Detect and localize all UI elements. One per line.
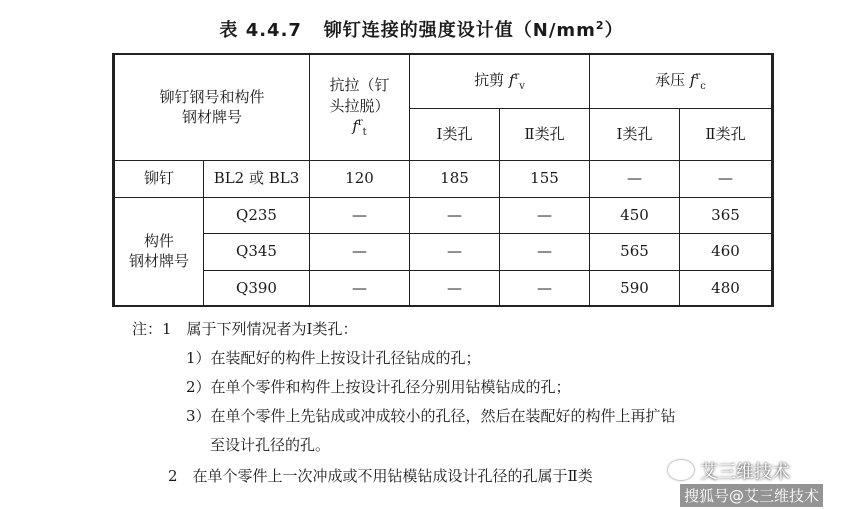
- table-cell: —: [590, 160, 680, 197]
- table-title: [0, 16, 843, 42]
- header-tension-line1: 抗拉（钉: [329, 76, 390, 95]
- table-cell: 480: [680, 270, 773, 306]
- header-member-line1: 铆钉钢号和构件: [159, 88, 265, 106]
- grade-cell: Q345: [204, 233, 310, 270]
- table-cell: —: [500, 233, 590, 270]
- table-cell: 155: [500, 160, 590, 197]
- grade-cell: Q390: [204, 270, 310, 306]
- table-number: 表 4.4.7: [219, 20, 302, 41]
- header-shear: [410, 54, 590, 108]
- table-row-q235: [114, 197, 773, 233]
- table-row-q390: [114, 270, 773, 306]
- table-cell: 365: [680, 197, 773, 233]
- header-member-grade: [114, 54, 310, 160]
- table-cell: —: [410, 270, 500, 306]
- note-1-item-2: 2）在单个零件和构件上按设计孔径分别用钻模钻成的孔；: [186, 378, 571, 396]
- header-bearing: [590, 54, 773, 108]
- table-cell: 120: [310, 160, 410, 197]
- table-row-rivet: [114, 160, 773, 197]
- watermark-brand: [668, 458, 790, 484]
- table-cell: —: [680, 160, 773, 197]
- member-group-label: 构件 钢材牌号: [114, 197, 204, 306]
- table-title-text: 铆钉连接的强度设计值（N/mm: [323, 20, 596, 41]
- table-cell: 450: [590, 197, 680, 233]
- header-tension: [310, 54, 410, 160]
- table-cell: —: [410, 233, 500, 270]
- table-row-q345: [114, 233, 773, 270]
- shear-class-1: Ⅰ类孔: [410, 108, 500, 160]
- bearing-class-2: Ⅱ类孔: [680, 108, 773, 160]
- table-cell: —: [500, 197, 590, 233]
- table-cell: 565: [590, 233, 680, 270]
- unit-exponent: 2: [595, 19, 605, 32]
- header-tension-line2: 头拉脱）: [329, 96, 390, 115]
- note-1-item-1: 1）在装配好的构件上按设计孔径钻成的孔；: [186, 349, 481, 367]
- shear-class-2: Ⅱ类孔: [500, 108, 590, 160]
- header-member-line2: 钢材牌号: [181, 108, 242, 127]
- table-cell: 590: [590, 270, 680, 306]
- note-1: 注：1 属于下列情况者为Ⅰ类孔：: [132, 320, 358, 338]
- header-bearing-label: 承压: [655, 70, 686, 89]
- table-cell: 460: [680, 233, 773, 270]
- table-cell: —: [310, 233, 410, 270]
- rivet-label: 铆钉: [114, 160, 204, 197]
- rivet-strength-table: [112, 53, 774, 307]
- watermark-brand-text: 艾三维技术: [700, 462, 790, 483]
- table-cell: 185: [410, 160, 500, 197]
- bearing-class-1: Ⅰ类孔: [590, 108, 680, 160]
- title-close-paren: ）: [604, 20, 624, 41]
- tension-symbol: $f^r_t$: [352, 116, 367, 138]
- note-1-item-3-cont: 至设计孔径的孔。: [210, 436, 331, 454]
- header-shear-label: 抗剪: [474, 70, 505, 89]
- wechat-icon: [668, 460, 694, 480]
- table-cell: —: [310, 270, 410, 306]
- note-1-item-3: 3）在单个零件上先钻成或冲成较小的孔径，然后在装配好的构件上再扩钻: [186, 407, 676, 425]
- table-cell: —: [410, 197, 500, 233]
- table-cell: —: [310, 197, 410, 233]
- rivet-grade: BL2 或 BL3: [204, 160, 310, 197]
- note-2: 2 在单个零件上一次冲成或不用钻模钻成设计孔径的孔属于Ⅱ类: [168, 467, 593, 485]
- table-cell: —: [500, 270, 590, 306]
- grade-cell: Q235: [204, 197, 310, 233]
- shear-symbol: $f^r_v$: [508, 70, 525, 92]
- watermark-source: 搜狐号@艾三维技术: [680, 484, 823, 507]
- bearing-symbol: $f^r_c$: [689, 70, 706, 92]
